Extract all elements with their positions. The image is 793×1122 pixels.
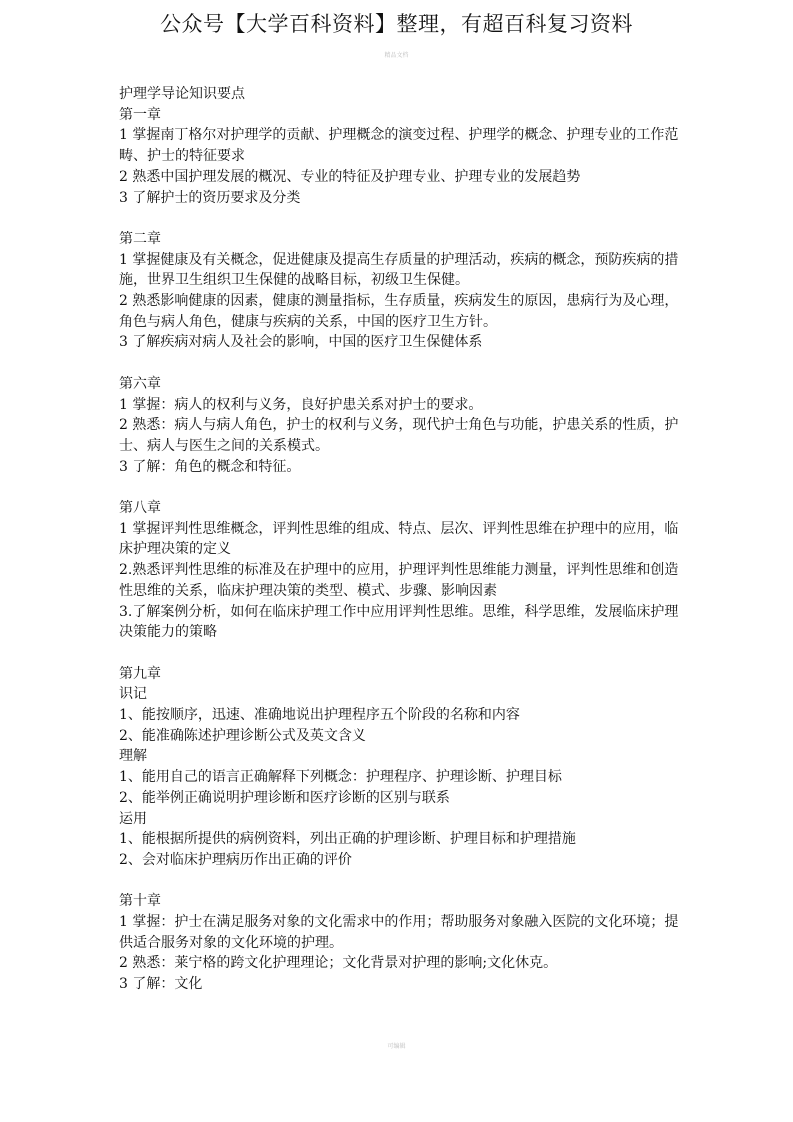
section-item: 3 了解：角色的概念和特征。 [119,458,301,475]
section-item: 1 掌握健康及有关概念，促进健康及提高生存质量的护理活动，疾病的概念，预防疾病的措施，世界卫生组织卫生保健的战略目标，初级卫生保健。 [119,251,679,289]
document-body [119,84,681,995]
section-heading: 第九章 [119,665,161,682]
section-chapter-9 [119,664,681,871]
section-item: 2.熟悉评判性思维的标准及在护理中的应用，护理评判性思维能力测量，评判性思维和创造性思维的关系，临床护理决策的类型、模式、步骤、影响因素 [119,562,679,599]
section-spacer [119,208,681,229]
section-chapter-6 [119,374,681,478]
subsection-label: 理解 [119,748,147,765]
section-item: 1 掌握评判性思维概念，评判性思维的组成、特点、层次、评判性思维在护理中的应用，临床护理决策的定义 [119,520,679,558]
section-item: 2、会对临床护理病历作出正确的评价 [119,851,352,868]
section-heading: 第十章 [119,893,161,910]
section-item: 1、能用自己的语言正确解释下列概念：护理程序、护理诊断、护理目标 [119,769,562,786]
section-item: 1、能按顺序，迅速、准确地说出护理程序五个阶段的名称和内容 [119,707,520,724]
section-spacer [119,477,681,498]
section-item: 3.了解案例分析，如何在临床护理工作中应用评判性思维。思维，科学思维，发展临床护理决策能力的策略 [119,603,679,641]
section-heading: 第六章 [119,375,161,392]
section-item: 2 熟悉：病人与病人角色，护士的权利与义务，现代护士角色与功能，护患关系的性质，护士、病人与医生之间的关系模式。 [119,417,679,454]
section-item: 1 掌握：护士在满足服务对象的文化需求中的作用；帮助服务对象融入医院的文化环境；提供适合服务对象的文化环境的护理。 [119,914,679,951]
section-chapter-1 [119,105,681,209]
section-item: 3 了解：文化 [119,976,203,993]
section-spacer [119,353,681,374]
section-item: 2 熟悉影响健康的因素，健康的测量指标，生存质量，疾病发生的原因，患病行为及心理，角色与病人角色，健康与疾病的关系，中国的医疗卫生方针。 [119,293,679,330]
section-chapter-2 [119,229,681,353]
subsection-label: 运用 [119,810,147,827]
section-heading: 第八章 [119,500,161,517]
section-heading: 第二章 [119,230,161,247]
section-item: 1、能根据所提供的病例资料，列出正确的护理诊断、护理目标和护理措施 [119,831,576,848]
section-spacer [119,643,681,664]
document-title: 护理学导论知识要点 [119,86,245,102]
section-chapter-8 [119,498,681,643]
section-item: 2 熟悉：莱宁格的跨文化护理理论；文化背景对护理的影响;文化休克。 [119,955,558,972]
section-item: 2、能准确陈述护理诊断公式及英文含义 [119,727,366,744]
section-item: 3 了解疾病对病人及社会的影响，中国的医疗卫生保健体系 [119,334,483,351]
section-chapter-10 [119,891,681,995]
section-item: 1 掌握南丁格尔对护理学的贡献、护理概念的演变过程、护理学的概念、护理专业的工作范畴、护士的特征要求 [119,127,679,165]
section-spacer [119,871,681,892]
section-item: 2、能举例正确说明护理诊断和医疗诊断的区别与联系 [119,789,450,806]
section-item: 2 熟悉中国护理发展的概况、专业的特征及护理专业、护理专业的发展趋势 [119,168,581,185]
section-item: 3 了解护士的资历要求及分类 [119,189,301,206]
section-item: 1 掌握：病人的权利与义务，良好护患关系对护士的要求。 [119,396,483,413]
section-heading: 第一章 [119,106,161,123]
header-watermark-note: 精品文档 [384,52,409,59]
footer-note: 可编辑 [387,1043,406,1050]
page-banner: 公众号【大学百科资料】整理，有超百科复习资料 [160,12,633,36]
subsection-label: 识记 [119,686,147,703]
